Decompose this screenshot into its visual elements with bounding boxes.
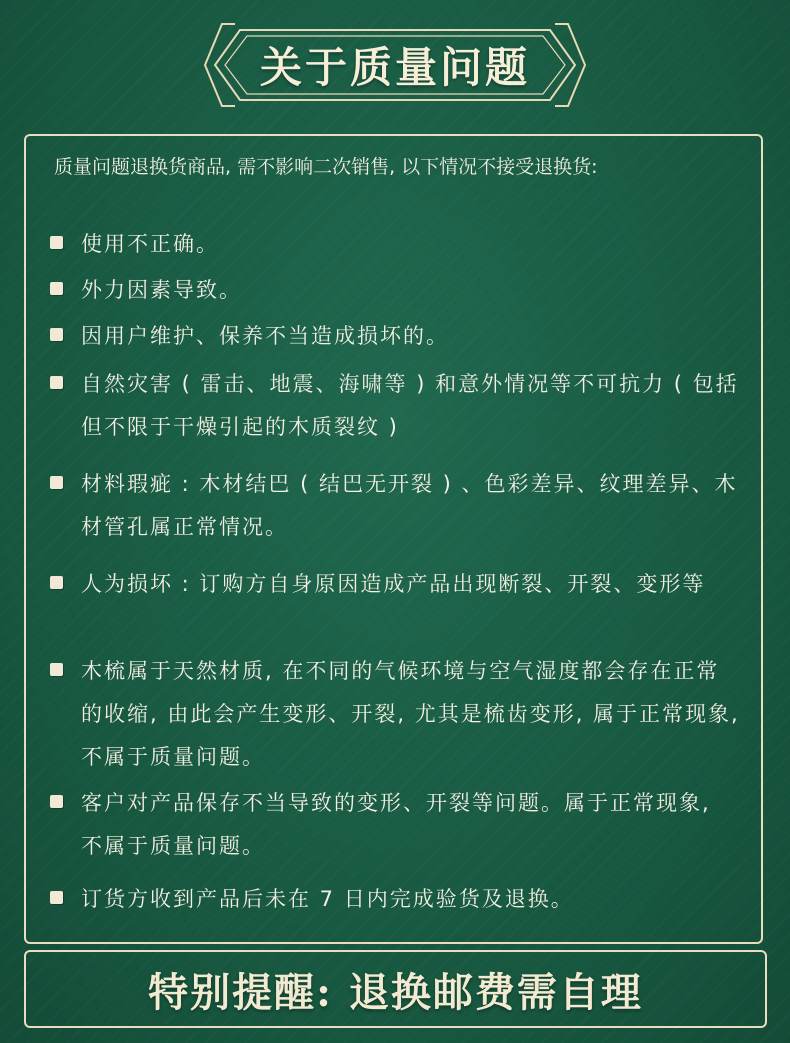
list-item-text: 客户对产品保存不当导致的变形、开裂等问题。属于正常现象, 不属于质量问题。 xyxy=(81,791,711,858)
bullet-icon xyxy=(50,236,63,249)
bullet-icon xyxy=(50,795,63,808)
bullet-icon xyxy=(50,282,63,295)
list-item-text: 人为损坏 : 订购方自身原因造成产品出现断裂、开裂、变形等 xyxy=(81,572,706,596)
bullet-icon xyxy=(50,476,63,489)
reminder-banner xyxy=(24,950,767,1028)
list-item-text: 材料瑕疵 : 木材结巴 ( 结巴无开裂 ) 、色彩差异、纹理差异、木材管孔属正常情况。 xyxy=(81,472,738,539)
title-plaque xyxy=(0,22,790,108)
bullet-icon xyxy=(50,328,63,341)
bullet-icon xyxy=(50,663,63,676)
list-item-text: 自然灾害 ( 雷击、地震、海啸等 ) 和意外情况等不可抗力 ( 包括但不限于干燥引起的木质裂纹 ) xyxy=(81,372,739,439)
page-title: 关于质量问题 xyxy=(259,43,530,92)
list-item-text: 外力因素导致。 xyxy=(81,278,242,302)
list-item-text: 使用不正确。 xyxy=(81,232,219,256)
list-item-text: 订货方收到产品后未在 7 日内完成验货及退换。 xyxy=(81,887,574,911)
bullet-icon xyxy=(50,576,63,589)
reminder-text: 特别提醒: 退换邮费需自理 xyxy=(148,968,643,1016)
list-item-text: 因用户维护、保养不当造成损坏的。 xyxy=(81,324,449,348)
list-item-text: 木梳属于天然材质, 在不同的气候环境与空气湿度都会存在正常的收缩, 由此会产生变形、开裂, 尤其是梳齿变形, 属于正常现象, 不属于质量问题。 xyxy=(81,659,740,769)
intro-text: 质量问题退换货商品, 需不影响二次销售, 以下情况不接受退换货: xyxy=(54,156,598,178)
bullet-icon xyxy=(50,891,63,904)
bullet-icon xyxy=(50,376,63,389)
